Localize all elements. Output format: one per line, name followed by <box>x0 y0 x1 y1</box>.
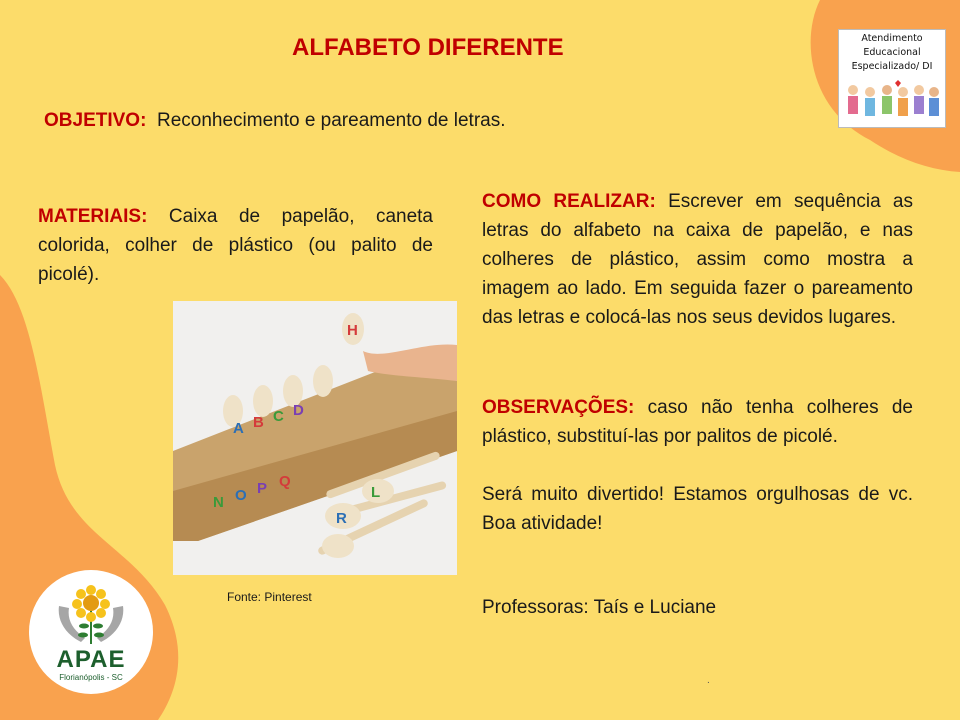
how-to-text: Escrever em sequência as letras do alfabeto na caixa de papelão, e nas colheres de plástico, assim como mostra a imagem ao lado. Em seguida fazer o pareamento das letras e colocá-las nos seus devidos lugares. <box>482 191 913 328</box>
aee-logo-text <box>839 32 945 74</box>
apae-city: Florianópolis - SC <box>59 673 123 682</box>
photo-letter-b: B <box>253 414 264 431</box>
materials-text: Caixa de papelão, caneta colorida, colher de plástico (ou palito de picolé). <box>38 206 433 285</box>
teachers: Professoras: Taís e Luciane <box>482 597 717 618</box>
materials <box>38 202 433 289</box>
flower-hands-icon <box>51 580 131 646</box>
how-to <box>482 187 913 332</box>
photo-letter-h: H <box>347 322 358 339</box>
closing-message: Será muito divertido! Estamos orgulhosas de vc. Boa atividade! <box>482 484 913 534</box>
how-to-label: COMO REALIZAR: <box>482 191 656 212</box>
photo-letter-c: C <box>273 408 284 425</box>
aee-line-2: Educacional <box>863 47 921 58</box>
photo-letter-r: R <box>336 510 347 527</box>
image-source: Fonte: Pinterest <box>227 590 312 604</box>
alphabet-activity-photo <box>173 301 457 575</box>
observations <box>482 393 913 451</box>
photo-letter-o: O <box>235 487 247 504</box>
photo-letters-top: A <box>233 420 244 437</box>
objective <box>44 110 506 132</box>
photo-letter-d: D <box>293 402 304 419</box>
objective-text: Reconhecimento e pareamento de letras. <box>156 110 506 131</box>
photo-letter-n: N <box>213 494 224 511</box>
photo-letter-q: Q <box>279 473 291 490</box>
apae-name: APAE <box>56 646 126 673</box>
aee-line-1: Atendimento <box>861 33 923 44</box>
apae-logo <box>29 570 153 694</box>
footer-mark: . <box>707 675 710 686</box>
children-illustration-icon <box>843 80 941 124</box>
observations-label: OBSERVAÇÕES: <box>482 397 635 418</box>
materials-label: MATERIAIS: <box>38 206 148 227</box>
objective-label: OBJETIVO: <box>44 110 147 131</box>
aee-logo <box>838 29 946 128</box>
page-title: ALFABETO DIFERENTE <box>292 34 564 61</box>
aee-line-3: Especializado/ DI <box>851 61 933 72</box>
photo-letter-l: L <box>371 484 381 501</box>
observations-text: caso não tenha colheres de plástico, substituí-las por palitos de picolé. <box>482 397 914 447</box>
photo-letter-p: P <box>257 480 268 497</box>
